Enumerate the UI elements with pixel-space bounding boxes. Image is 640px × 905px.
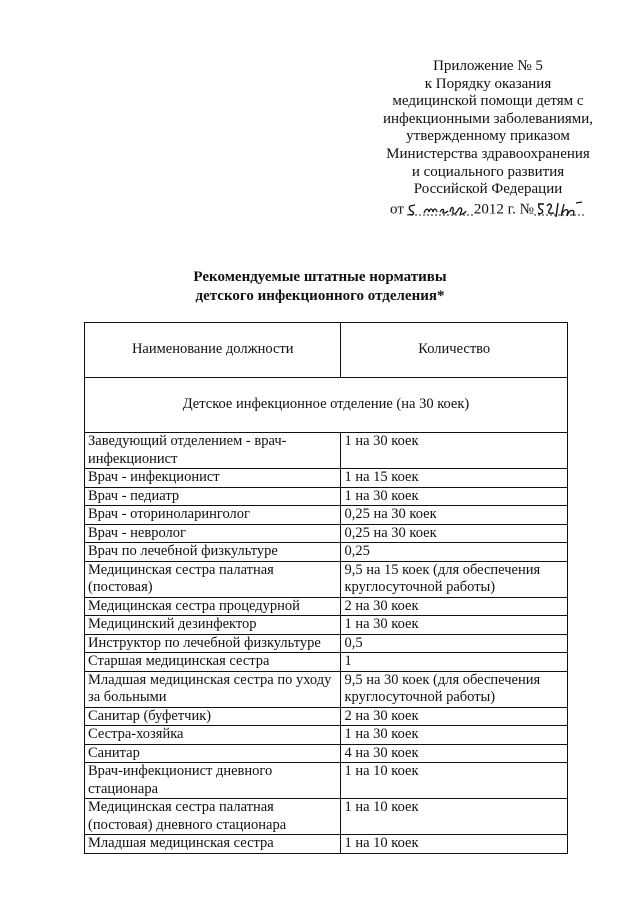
table-row bbox=[85, 799, 568, 835]
quantity-cell: 1 на 30 коек bbox=[341, 616, 568, 635]
document-title bbox=[0, 268, 640, 305]
section-row bbox=[85, 378, 568, 433]
table-row bbox=[85, 763, 568, 799]
quantity-cell: 0,25 bbox=[341, 543, 568, 562]
position-cell: Заведующий отделением - врач-инфекционист bbox=[85, 433, 341, 469]
column-header-quantity: Количество bbox=[341, 323, 568, 378]
quantity-cell: 1 на 10 коек bbox=[341, 763, 568, 799]
appendix-line: медицинской помощи детям с bbox=[392, 93, 584, 110]
table-row bbox=[85, 433, 568, 469]
table-row bbox=[85, 707, 568, 726]
title-line: Рекомендуемые штатные нормативы bbox=[193, 269, 447, 285]
quantity-cell: 0,25 на 30 коек bbox=[341, 506, 568, 525]
table-row bbox=[85, 524, 568, 543]
appendix-line: и социального развития bbox=[411, 163, 565, 180]
appendix-line: к Порядку оказания bbox=[424, 75, 552, 92]
table-row bbox=[85, 616, 568, 635]
position-cell: Младшая медицинская сестра bbox=[85, 835, 341, 854]
quantity-cell: 1 на 10 коек bbox=[341, 835, 568, 854]
table-header-row bbox=[85, 323, 568, 378]
position-cell: Сестра-хозяйка bbox=[85, 726, 341, 745]
table-row bbox=[85, 543, 568, 562]
column-header-position: Наименование должности bbox=[85, 323, 341, 378]
position-cell: Медицинская сестра палатная (постовая) bbox=[85, 561, 341, 597]
table-row bbox=[85, 634, 568, 653]
table-row bbox=[85, 597, 568, 616]
position-cell: Санитар (буфетчик) bbox=[85, 707, 341, 726]
table-row bbox=[85, 671, 568, 707]
table-row bbox=[85, 506, 568, 525]
appendix-line: Приложение № 5 bbox=[433, 58, 543, 74]
date-prefix: от bbox=[390, 201, 404, 218]
table-row bbox=[85, 653, 568, 672]
quantity-cell: 0,25 на 30 коек bbox=[341, 524, 568, 543]
appendix-line: Министерства здравоохранения bbox=[386, 145, 590, 162]
staffing-table bbox=[84, 322, 568, 854]
position-cell: Старшая медицинская сестра bbox=[85, 653, 341, 672]
quantity-cell: 1 на 30 коек bbox=[341, 487, 568, 506]
table-row bbox=[85, 561, 568, 597]
position-cell: Инструктор по лечебной физкультуре bbox=[85, 634, 341, 653]
quantity-cell: 1 на 10 коек bbox=[341, 799, 568, 835]
handwritten-date-image bbox=[404, 200, 474, 220]
table-row bbox=[85, 835, 568, 854]
appendix-line: утвержденному приказом bbox=[406, 128, 570, 145]
position-cell: Врач - педиатр bbox=[85, 487, 341, 506]
position-cell: Врач - оториноларинголог bbox=[85, 506, 341, 525]
appendix-header bbox=[372, 58, 604, 220]
table-row bbox=[85, 726, 568, 745]
quantity-cell: 4 на 30 коек bbox=[341, 744, 568, 763]
position-cell: Врач по лечебной физкультуре bbox=[85, 543, 341, 562]
title-line: детского инфекционного отделения* bbox=[195, 287, 445, 304]
table-row bbox=[85, 744, 568, 763]
position-cell: Медицинский дезинфектор bbox=[85, 616, 341, 635]
position-cell: Младшая медицинская сестра по уходу за больными bbox=[85, 671, 341, 707]
quantity-cell: 9,5 на 30 коек (для обеспечения круглосуточной работы) bbox=[341, 671, 568, 707]
section-title: Детское инфекционное отделение (на 30 коек) bbox=[85, 378, 568, 433]
year-number-text: 2012 г. № bbox=[473, 201, 534, 218]
table-row bbox=[85, 487, 568, 506]
quantity-cell: 1 на 30 коек bbox=[341, 726, 568, 745]
position-cell: Санитар bbox=[85, 744, 341, 763]
quantity-cell: 0,5 bbox=[341, 634, 568, 653]
quantity-cell: 9,5 на 15 коек (для обеспечения круглосуточной работы) bbox=[341, 561, 568, 597]
position-cell: Медицинская сестра процедурной bbox=[85, 597, 341, 616]
table-row bbox=[85, 469, 568, 488]
position-cell: Врач - невролог bbox=[85, 524, 341, 543]
position-cell: Врач - инфекционист bbox=[85, 469, 341, 488]
appendix-line: инфекционными заболеваниями, bbox=[382, 110, 594, 127]
quantity-cell: 2 на 30 коек bbox=[341, 597, 568, 616]
position-cell: Врач-инфекционист дневного стационара bbox=[85, 763, 341, 799]
quantity-cell: 2 на 30 коек bbox=[341, 707, 568, 726]
appendix-line: Российской Федерации bbox=[413, 181, 563, 198]
quantity-cell: 1 bbox=[341, 653, 568, 672]
order-date-line bbox=[372, 200, 604, 220]
position-cell: Медицинская сестра палатная (постовая) дневного стационара bbox=[85, 799, 341, 835]
quantity-cell: 1 на 15 коек bbox=[341, 469, 568, 488]
quantity-cell: 1 на 30 коек bbox=[341, 433, 568, 469]
handwritten-order-number-image bbox=[534, 200, 586, 220]
